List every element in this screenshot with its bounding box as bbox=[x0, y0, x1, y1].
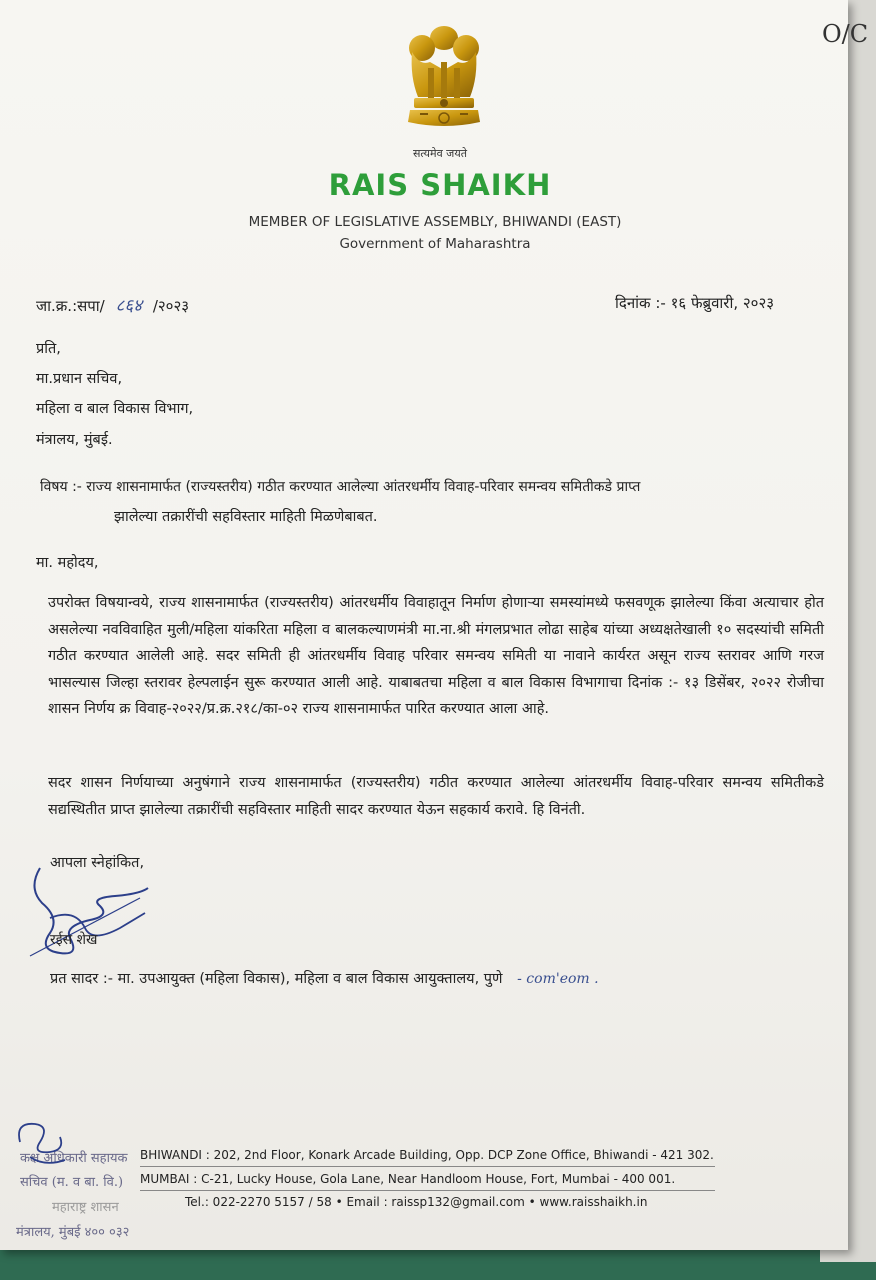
designation: MEMBER OF LEGISLATIVE ASSEMBLY, BHIWANDI (EAST) bbox=[248, 214, 622, 230]
initials-icon bbox=[10, 1112, 80, 1172]
address-to: प्रति, bbox=[36, 341, 61, 357]
stamp-line-2: सचिव (म. व बा. वि.) bbox=[20, 1175, 124, 1190]
letter-date: दिनांक :- १६ फेब्रुवारी, २०२३ bbox=[615, 294, 775, 312]
copy-to-handwritten: - com'eom . bbox=[517, 971, 599, 987]
government-line: Government of Maharashtra bbox=[339, 236, 531, 252]
subject-line-2: झालेल्या तक्रारींची सहविस्तार माहिती मिळणेबाबत. bbox=[114, 509, 378, 525]
corner-note: O/C bbox=[822, 20, 869, 48]
footer-mumbai: MUMBAI : C-21, Lucky House, Gola Lane, Near Handloom House, Fort, Mumbai - 400 001. bbox=[140, 1172, 676, 1186]
footer-divider-2 bbox=[140, 1190, 715, 1191]
sign-off: आपला स्नेहांकित, bbox=[50, 855, 145, 871]
letterhead-name: RAIS SHAIKH bbox=[328, 168, 552, 202]
footer-divider-1 bbox=[140, 1166, 715, 1167]
reference-number-handwritten: ८६४ bbox=[115, 296, 143, 316]
reference-number bbox=[36, 293, 189, 316]
motto: सत्यमेव जयते bbox=[412, 147, 467, 160]
copy-to-text: प्रत सादर :- मा. उपआयुक्त (महिला विकास), महिला व बाल विकास आयुक्तालय, पुणे bbox=[50, 971, 503, 987]
copy-to bbox=[50, 968, 599, 988]
address-department: महिला व बाल विकास विभाग, bbox=[36, 401, 194, 417]
body-paragraph-2: सदर शासन निर्णयाच्या अनुषंगाने राज्य शासनामार्फत (राज्यस्तरीय) गठीत करण्यात आलेल्या आंतरधर्मीय विवाह-परिवार समन्वय समितीकडे सद्यस्थितीत प्राप्त झालेल्या तक्रारींची सहविस्तार माहिती सादर करण्यात येऊन सहकार्य करावे. हि विनंती. bbox=[48, 775, 824, 818]
ashoka-emblem-icon bbox=[398, 22, 490, 147]
stamp-line-1: कक्ष अधिकारी सहायक bbox=[20, 1151, 128, 1166]
address-designation: मा.प्रधान सचिव, bbox=[36, 371, 123, 387]
stamp-line-4: मंत्रालय, मुंबई ४०० ०३२ bbox=[16, 1225, 130, 1240]
signatory-name: रईस शेख bbox=[50, 932, 98, 948]
body-paragraph-1: उपरोक्त विषयान्वये, राज्य शासनामार्फत (राज्यस्तरीय) आंतरधर्मीय विवाहातून निर्माण होणाऱ्या समस्यांमध्ये फसवणूक झालेल्या किंवा अत्याचार होत असलेल्या नवविवाहित मुली/महिला यांकरिता महिला व बालकल्याणमंत्री मा.ना.श्री मंगलप्रभात लोढा साहेब यांच्या अध्यक्षतेखाली १० सदस्यांची समिती गठीत करण्यात आलेली आहे. सदर समिती ही आंतरधर्मीय विवाह परिवार समन्वय समिती या नावाने कार्यरत असून राज्य स्तरावर आणि गरज भासल्यास जिल्हा स्तरावर हेल्पलाईन सुरू करण्यात आली आहे. याबाबतचा महिला व बाल विकास विभागाचा दिनांक :- १३ डिसेंबर, २०२२ रोजीचा शासन निर्णय क्र विवाह-२०२२/प्र.क्र.२१८/का-०२ राज्य शासनामार्फत पारित करण्यात आला आहे. bbox=[48, 595, 824, 717]
footer-bhiwandi: BHIWANDI : 202, 2nd Floor, Konark Arcade Building, Opp. DCP Zone Office, Bhiwandi - 421 302. bbox=[140, 1148, 714, 1162]
stamp-line-3: महाराष्ट्र शासन bbox=[52, 1200, 119, 1215]
address-location: मंत्रालय, मुंबई. bbox=[36, 432, 113, 448]
salutation: मा. महोदय, bbox=[36, 555, 99, 571]
reference-suffix: /२०२३ bbox=[152, 297, 190, 315]
footer-contact: Tel.: 022-2270 5157 / 58 • Email : raissp132@gmail.com • www.raisshaikh.in bbox=[185, 1195, 648, 1209]
subject-line-1: विषय :- राज्य शासनामार्फत (राज्यस्तरीय) गठीत करण्यात आलेल्या आंतरधर्मीय विवाह-परिवार समन्वय समितीकडे प्राप्त bbox=[40, 479, 641, 495]
signature-icon bbox=[20, 858, 160, 968]
reference-prefix: जा.क्र.:सपा/ bbox=[36, 297, 105, 315]
